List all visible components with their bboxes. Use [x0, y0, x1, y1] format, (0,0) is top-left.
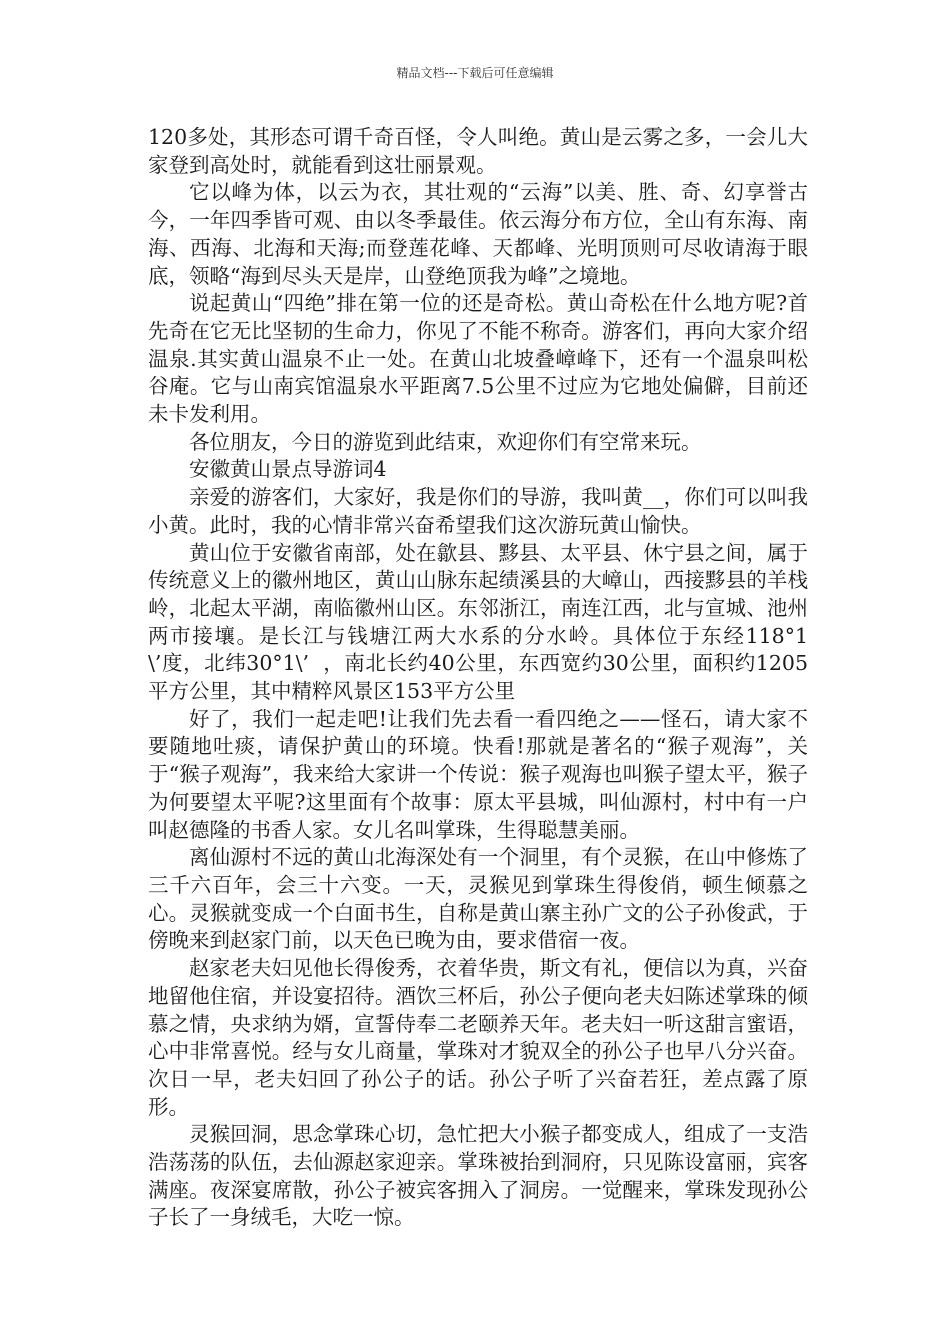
paragraph-monkey-legend-4: 灵猴回洞，思念掌珠心切，急忙把大小猴子都变成人，组成了一支浩浩荡荡的队伍，去仙源赵家迎亲。掌珠被抬到洞府，只见陈设富丽，宾客满座。夜深宴席散，孙公子被宾客拥入了洞房。一觉醒来，掌珠发现孙公子长了一身绒毛，大吃一惊。 — [148, 1122, 808, 1230]
paragraph-continuation: 120多处，其形态可谓千奇百怪，令人叫绝。黄山是云雾之多，一会儿大家登到高处时，就能看到这壮丽景观。 — [148, 125, 808, 177]
paragraph-location: 黄山位于安徽省南部，处在歙县、黟县、太平县、休宁县之间，属于传统意义上的徽州地区，黄山山脉东起绩溪县的大嶂山，西接黟县的羊栈岭，北起太平湖，南临徽州山区。东邻浙江，南连江西，北与宣城、池州两市接壤。是长江与钱塘江两大水系的分水岭。具体位于东经118°1\’度，北纬30°1\’ ，南北长约40公里，东西宽约30公里，面积约1205平方公里，其中精粹风景区153平方公里 — [148, 540, 808, 704]
page-header: 精品文档---下载后可任意编辑 — [396, 66, 554, 80]
paragraph-greeting: 亲爱的游客们，大家好，我是你们的导游，我叫黄__，你们可以叫我小黄。此时，我的心情非常兴奋希望我们这次游玩黄山愉快。 — [148, 485, 808, 537]
paragraph-pines-hot-springs: 说起黄山“四绝”排在第一位的还是奇松。黄山奇松在什么地方呢?首先奇在它无比坚韧的生命力，你见了不能不称奇。游客们，再向大家介绍温泉.其实黄山温泉不止一处。在黄山北坡叠嶂峰下，还有一个温泉叫松谷庵。它与山南宾馆温泉水平距离7.5公里不过应为它地处偏僻，目前还未卡发利用。 — [148, 291, 808, 427]
paragraph-monkey-legend-2: 离仙源村不远的黄山北海深处有一个洞里，有个灵猴，在山中修炼了三千六百年，会三十六变。一天，灵猴见到掌珠生得俊俏，顿生倾慕之心。灵猴就变成一个白面书生，自称是黄山寨主孙广文的公子孙俊武，于傍晚来到赵家门前，以天色已晚为由，要求借宿一夜。 — [148, 845, 808, 953]
paragraph-monkey-legend-3: 赵家老夫妇见他长得俊秀，衣着华贵，斯文有礼，便信以为真，兴奋地留他住宿，并设宴招待。酒饮三杯后，孙公子便向老夫妇陈述掌珠的倾慕之情，央求纳为婿，宣誓侍奉二老颐养天年。老夫妇一听这甜言蜜语，心中非常喜悦。经与女儿商量，掌珠对才貌双全的孙公子也早八分兴奋。次日一早，老夫妇回了孙公子的话。孙公子听了兴奋若狂，差点露了原形。 — [148, 956, 808, 1119]
paragraph-cloud-sea: 它以峰为体，以云为衣，其壮观的“云海”以美、胜、奇、幻享誉古今，一年四季皆可观、由以冬季最佳。依云海分布方位，全山有东海、南海、西海、北海和天海;而登莲花峰、天都峰、光明顶则可尽收请海于眼底，领略“海到尽头天是岸，山登绝顶我为峰”之境地。 — [148, 180, 808, 288]
paragraph-monkey-legend-intro: 好了，我们一起走吧!让我们先去看一看四绝之——怪石，请大家不要随地吐痰，请保护黄山的环境。快看!那就是著名的“猴子观海”，关于“猴子观海”，我来给大家讲一个传说：猴子观海也叫猴子望太平，猴子为何要望太平呢?这里面有个故事：原太平县城，叫仙源村，村中有一户叫赵德隆的书香人家。女儿名叫掌珠，生得聪慧美丽。 — [148, 706, 808, 842]
paragraph-farewell: 各位朋友，今日的游览到此结束，欢迎你们有空常来玩。 — [189, 429, 702, 454]
section-title: 安徽黄山景点导游词4 — [189, 457, 387, 482]
document-body — [148, 124, 808, 1232]
